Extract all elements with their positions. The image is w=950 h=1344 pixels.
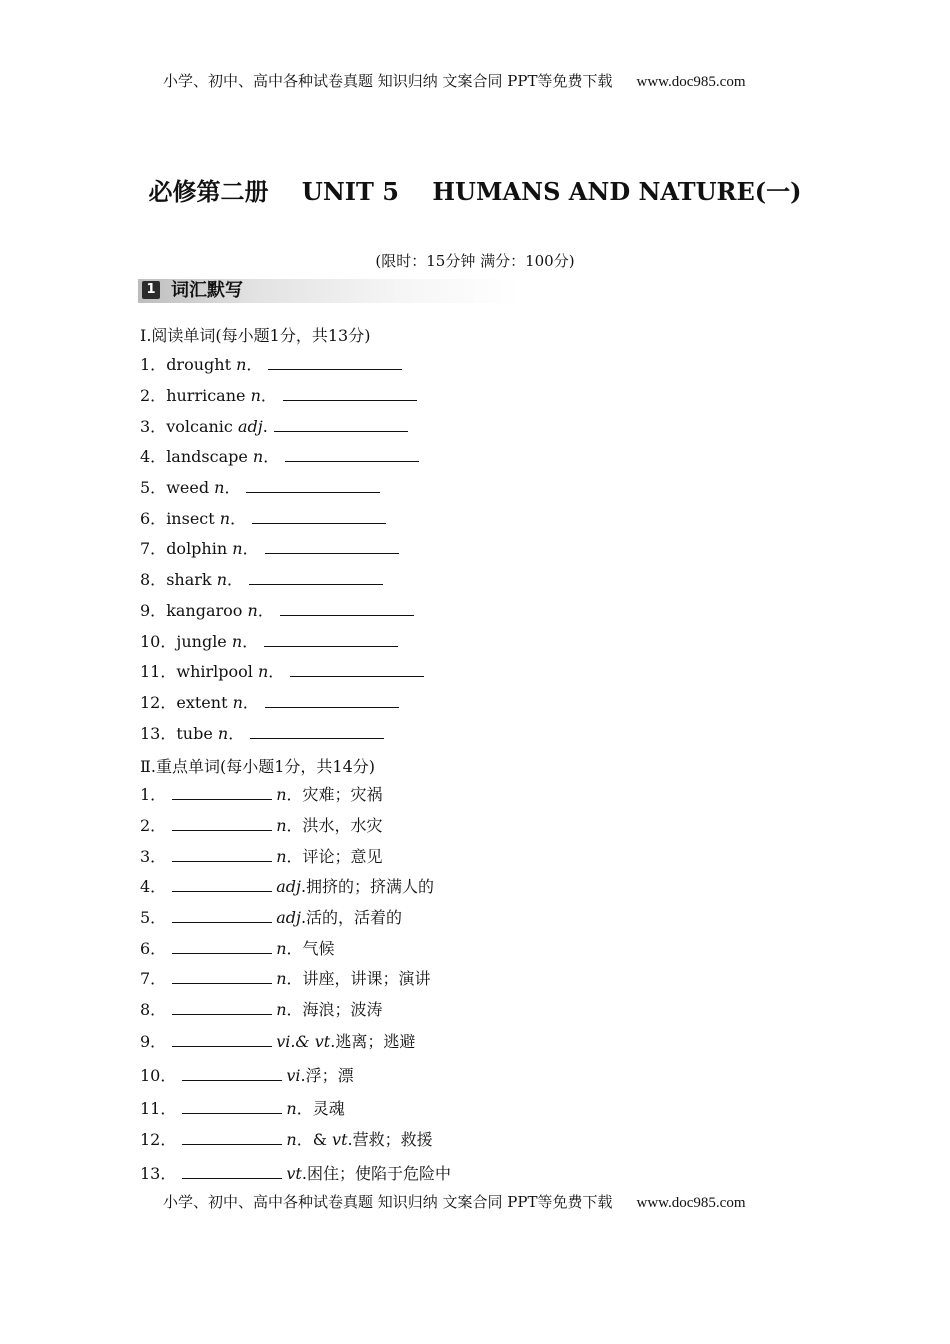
item-number: 4． <box>140 447 167 466</box>
answer-blank[interactable] <box>268 355 402 370</box>
item-number: 13． <box>140 1164 177 1183</box>
item-number: 8． <box>140 1000 167 1019</box>
item-number: 2． <box>140 386 167 405</box>
answer-blank[interactable] <box>172 877 272 892</box>
item-word: hurricane <box>166 386 246 405</box>
item-sep: ． <box>286 816 303 835</box>
item-sep: ． <box>227 570 244 589</box>
part1-heading: Ⅰ.阅读单词(每小题1分，共13分) <box>140 326 371 345</box>
item-meaning: 洪水，水灾 <box>302 816 383 835</box>
item-meaning: 困住；使陷于危险中 <box>306 1164 451 1183</box>
answer-blank[interactable] <box>246 478 380 493</box>
item-pos: n <box>214 478 225 497</box>
item-meaning: 气候 <box>302 939 335 958</box>
key-word-item <box>140 877 434 897</box>
item-sep: ． <box>230 509 247 528</box>
item-sep: ． <box>242 693 259 712</box>
answer-blank[interactable] <box>274 417 408 432</box>
item-number: 6． <box>140 509 167 528</box>
key-word-item <box>140 1066 354 1086</box>
item-number: 12． <box>140 693 177 712</box>
item-pos: n <box>257 662 269 681</box>
answer-blank[interactable] <box>172 1032 272 1047</box>
answer-blank[interactable] <box>182 1066 282 1081</box>
key-word-item <box>140 1130 433 1150</box>
header-site: www.doc985.com <box>636 74 746 90</box>
page-header <box>163 70 746 91</box>
item-pos: n <box>276 816 287 835</box>
item-sep: ．& <box>296 1130 333 1149</box>
time-limit: (限时：15分钟 满分：100分) <box>375 252 575 270</box>
item-pos: n <box>286 1099 297 1118</box>
item-pos: vt <box>286 1164 302 1183</box>
item-pos: adj <box>237 417 263 436</box>
item-pos: n <box>219 509 231 528</box>
item-sep: ． <box>242 539 259 558</box>
vocab-item <box>140 539 399 559</box>
item-sep: ． <box>286 1000 303 1019</box>
key-word-item <box>140 1000 383 1020</box>
item-number: 1． <box>140 355 167 374</box>
key-word-item <box>140 1164 451 1184</box>
answer-blank[interactable] <box>172 908 272 923</box>
item-word: extent <box>176 693 228 712</box>
item-pos: n <box>276 939 287 958</box>
item-sep: ． <box>286 847 303 866</box>
answer-blank[interactable] <box>172 816 272 831</box>
item-meaning: 评论；意见 <box>302 847 383 866</box>
item-number: 9． <box>140 1032 167 1051</box>
answer-blank[interactable] <box>172 939 272 954</box>
item-pos: adj <box>276 908 301 927</box>
answer-blank[interactable] <box>182 1130 282 1145</box>
footer-site: www.doc985.com <box>636 1195 746 1211</box>
item-word: weed <box>166 478 210 497</box>
item-pos: n <box>276 785 287 804</box>
item-number: 9． <box>140 601 167 620</box>
part2-heading: Ⅱ.重点单词(每小题1分，共14分) <box>140 757 375 776</box>
item-number: 3． <box>140 417 167 436</box>
item-number: 10． <box>140 1066 177 1085</box>
item-number: 4． <box>140 877 167 896</box>
footer-text: 小学、初中、高中各种试卷真题 知识归纳 文案合同 PPT等免费下载 <box>163 1193 613 1211</box>
item-pos: n <box>236 355 247 374</box>
item-pos: vi.& vt <box>276 1032 331 1051</box>
item-sep: ． <box>286 785 303 804</box>
vocab-item <box>140 601 414 621</box>
answer-blank[interactable] <box>265 539 399 554</box>
item-sep: ． <box>257 601 274 620</box>
item-meaning: 讲座，讲课；演讲 <box>302 969 431 988</box>
item-word: shark <box>166 570 212 589</box>
item-meaning: 浮；漂 <box>305 1066 354 1085</box>
answer-blank[interactable] <box>182 1099 282 1114</box>
item-pos: n <box>232 539 243 558</box>
item-sep: ． <box>260 386 277 405</box>
answer-blank[interactable] <box>290 662 424 677</box>
item-sep: . <box>262 417 268 436</box>
vocab-item <box>140 724 384 744</box>
item-number: 12． <box>140 1130 177 1149</box>
item-sep: . <box>300 908 307 927</box>
item-sep: ． <box>268 662 285 681</box>
vocab-item <box>140 447 419 467</box>
item-pos2: vt <box>332 1130 348 1149</box>
vocab-item <box>140 355 402 375</box>
item-sep: ． <box>224 478 241 497</box>
item-number: 6． <box>140 939 167 958</box>
item-word: landscape <box>166 447 248 466</box>
item-number: 7． <box>140 539 167 558</box>
item-sep: . <box>301 1164 307 1183</box>
item-pos: adj <box>276 877 301 896</box>
key-word-item <box>140 847 383 867</box>
key-word-item <box>140 1032 415 1052</box>
item-word: insect <box>166 509 215 528</box>
vocab-item <box>140 570 383 590</box>
item-word: jungle <box>176 632 227 651</box>
vocab-item <box>140 662 424 682</box>
item-number: 13． <box>140 724 177 743</box>
item-sep: . <box>300 877 307 896</box>
item-number: 2． <box>140 816 167 835</box>
item-pos: vi <box>286 1066 301 1085</box>
item-meaning: 逃离；逃避 <box>335 1032 416 1051</box>
item-pos: n <box>286 1130 297 1149</box>
item-word: dolphin <box>166 539 228 558</box>
item-meaning: 活的，活着的 <box>306 908 403 927</box>
answer-blank[interactable] <box>249 570 383 585</box>
item-word: volcanic <box>166 417 233 436</box>
answer-blank[interactable] <box>172 785 272 800</box>
item-sep: ． <box>242 632 259 651</box>
vocab-item <box>140 632 398 652</box>
item-number: 5． <box>140 478 167 497</box>
item-word: whirlpool <box>176 662 253 681</box>
key-word-item <box>140 939 335 959</box>
item-pos: n <box>231 632 243 651</box>
item-number: 10． <box>140 632 177 651</box>
item-sep: . <box>300 1066 306 1085</box>
item-pos: n <box>252 447 264 466</box>
item-meaning: 营救；救援 <box>352 1130 433 1149</box>
answer-blank[interactable] <box>280 601 414 616</box>
answer-blank[interactable] <box>172 969 272 984</box>
header-text: 小学、初中、高中各种试卷真题 知识归纳 文案合同 PPT等免费下载 <box>163 72 613 90</box>
answer-blank[interactable] <box>172 1000 272 1015</box>
section-number-badge: 1 <box>142 281 160 299</box>
item-pos: n <box>232 693 243 712</box>
item-pos: n <box>276 1000 287 1019</box>
key-word-item <box>140 969 431 989</box>
item-sep: ． <box>286 939 303 958</box>
answer-blank[interactable] <box>172 847 272 862</box>
item-pos: n <box>216 570 227 589</box>
item-sep: ． <box>263 447 280 466</box>
item-number: 11． <box>140 662 177 681</box>
item-number: 5． <box>140 908 167 927</box>
vocab-item <box>140 478 380 498</box>
item-pos: n <box>250 386 261 405</box>
item-word: drought <box>166 355 231 374</box>
answer-blank[interactable] <box>252 509 386 524</box>
item-pos: n <box>247 601 258 620</box>
answer-blank[interactable] <box>182 1164 282 1179</box>
item-number: 11． <box>140 1099 177 1118</box>
item-sep: ． <box>246 355 263 374</box>
item-sep: . <box>330 1032 336 1051</box>
item-number: 3． <box>140 847 167 866</box>
item-number: 1． <box>140 785 167 804</box>
vocab-item <box>140 509 386 529</box>
answer-blank[interactable] <box>283 386 417 401</box>
item-pos: n <box>276 969 287 988</box>
vocab-item <box>140 417 408 437</box>
key-word-item <box>140 1099 345 1119</box>
item-meaning: 灵魂 <box>312 1099 345 1118</box>
section-label: 词汇默写 <box>171 280 243 301</box>
item-pos: n <box>276 847 287 866</box>
item-meaning: 灾难；灾祸 <box>302 785 383 804</box>
item-meaning: 海浪；波涛 <box>302 1000 383 1019</box>
item-number: 7． <box>140 969 167 988</box>
page-footer <box>163 1191 746 1212</box>
item-sep2: . <box>347 1130 353 1149</box>
section-banner <box>138 279 520 303</box>
item-number: 8． <box>140 570 167 589</box>
item-sep: ． <box>228 724 245 743</box>
item-word: tube <box>176 724 213 743</box>
answer-blank[interactable] <box>250 724 384 739</box>
key-word-item <box>140 908 402 928</box>
item-word: kangaroo <box>166 601 243 620</box>
answer-blank[interactable] <box>264 632 398 647</box>
page-title: 必修第二册 UNIT 5 HUMANS AND NATURE(一) <box>148 177 802 206</box>
key-word-item <box>140 785 383 805</box>
key-word-item <box>140 816 383 836</box>
item-sep: ． <box>296 1099 313 1118</box>
item-pos: n <box>217 724 229 743</box>
vocab-item <box>140 693 399 713</box>
vocab-item <box>140 386 417 406</box>
item-meaning: 拥挤的；挤满人的 <box>306 877 435 896</box>
answer-blank[interactable] <box>285 447 419 462</box>
item-sep: ． <box>286 969 303 988</box>
answer-blank[interactable] <box>265 693 399 708</box>
